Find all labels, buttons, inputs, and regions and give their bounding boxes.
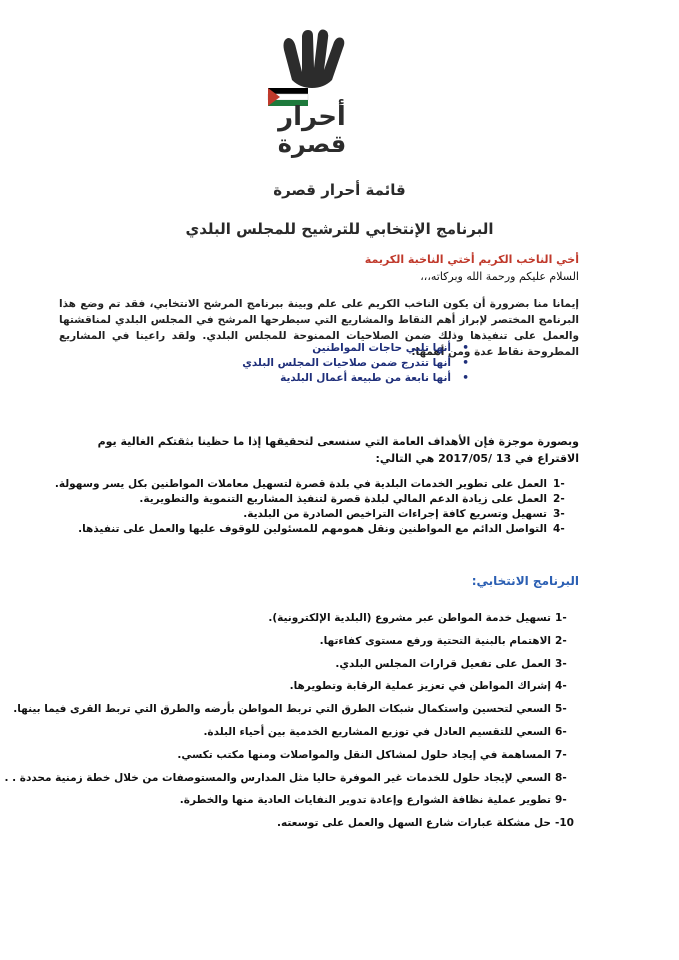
program-section-heading: البرنامج الانتخابي: [471,574,579,588]
goals-intro-paragraph: وبصورة موجزة فإن الأهداف العامة التي سنسعى لتحقيقها إذا ما حظينا بثقتكم الغالية يوم الاقتراع في 13 /2017/05 هي التالي: [97,435,579,465]
criteria-item: • أنها تلبي حاجات المواطنين [242,341,469,356]
greeting-salutation: السلام عليكم ورحمة الله وبركاته،،، [420,270,579,283]
program-item [4,702,579,725]
program-number: -6 [555,725,567,738]
criteria-item: • أنها تتدرج ضمن صلاحيات المجلس البلدي [242,356,469,371]
program-item [4,725,579,748]
program-text: السعي لتحسين واستكمال شبكات الطرق التي تربط المواطن بأرضه والطرق التي تربط القرى فيما بينها. [13,703,551,716]
goal-text: العمل على تطوير الخدمات البلدية في بلدة قصرة لتسهيل معاملات المواطنين بكل يسر وسهولة. [54,478,547,490]
program-item [4,816,579,839]
program-item [4,793,579,816]
program-number: -5 [555,703,567,716]
goals-list [55,477,579,537]
program-item [4,634,579,657]
logo-text-bottom: قصرة [277,130,347,158]
program-number: -3 [555,657,567,670]
goal-item [55,477,579,492]
program-item [4,657,579,680]
goal-number: -1 [553,478,565,490]
program-text: العمل على تفعيل قرارات المجلس البلدي. [335,657,551,670]
goal-item [55,507,579,522]
program-number: -4 [555,680,567,693]
list-name-heading: قائمة أحرار قصرة [273,181,406,199]
intro-paragraph: إيمانا منا بضرورة أن يكون الناخب الكريم على علم وبينة ببرنامج المرشح الانتخابي، فقد تم وضع هذا البرنامج المختصر لإبراز أهم النقاط والمشاريع التي سيطرحها المرشح في المجلس البلدي لمناقشتها والعمل على تنفيذها وذلك ضمن الصلاحيات الممنوحة للمجلس البلدي. ولقد راعينا في المشاريع المطروحة نقاط عدة ومن أهمها: [59,298,579,358]
program-text: السعي للتقسيم العادل في توزيع المشاريع الخدمية بين أحياء البلدة. [203,725,551,738]
hands-icon [284,30,345,89]
program-text: المساهمة في إيجاد حلول لمشاكل النقل والمواصلات ومنها مكتب تكسي. [177,748,551,761]
goal-number: -4 [553,523,565,535]
program-title-heading: البرنامج الإنتخابي للترشيح للمجلس البلدي [185,220,494,238]
goal-text: التواصل الدائم مع المواطنين ونقل همومهم للمسئولين للوقوف عليها والعمل على تنفيذها. [78,523,547,535]
program-number: -1 [555,612,567,624]
program-number: -8 [555,771,567,784]
program-item [4,771,579,794]
program-text: إشراك المواطن في تعزيز عملية الرقابة وتطويرها. [289,680,551,693]
goal-number: -2 [553,493,565,505]
program-text: تسهيل خدمة المواطن عبر مشروع (البلدية الإلكترونية). [268,612,551,624]
program-number: 10- [555,817,574,830]
program-number: -9 [555,794,567,807]
goal-item [55,492,579,507]
goal-number: -3 [553,508,565,520]
program-text: حل مشكلة عبارات شارع السهل والعمل على توسعته. [277,817,551,830]
program-text: الاهتمام بالبنية التحتية ورفع مستوى كفاءتها. [319,634,551,647]
program-text: السعي لإيجاد حلول للخدمات غير الموفرة حاليا مثل المدارس والمستوصفات من خلال خطة زمنية محددة . . [4,771,551,784]
program-text: تطوير عملية نظافة الشوارع وإعادة تدوير النفايات العادية منها والخطرة. [179,794,551,807]
program-item [4,611,579,634]
ahrar-qasra-logo [262,28,362,158]
goal-text: العمل على زيادة الدعم المالي لبلدة قصرة لتنفيذ المشاريع التنموية والتطويرية. [139,493,547,505]
goal-item [55,522,579,537]
program-list [4,611,579,839]
program-item [4,679,579,702]
goal-text: تسهيل وتسريع كافة إجراءات التراخيص الصادرة من البلدية. [243,508,547,520]
program-item [4,748,579,771]
criteria-list [242,341,469,386]
program-number: -2 [555,634,567,647]
criteria-item: • أنها نابعة من طبيعة أعمال البلدية [242,371,469,386]
program-number: -7 [555,748,567,761]
greeting-address: أخي الناخب الكريم أختي الناخبة الكريمة [364,253,579,266]
logo-text-top: أحرار [278,102,346,132]
